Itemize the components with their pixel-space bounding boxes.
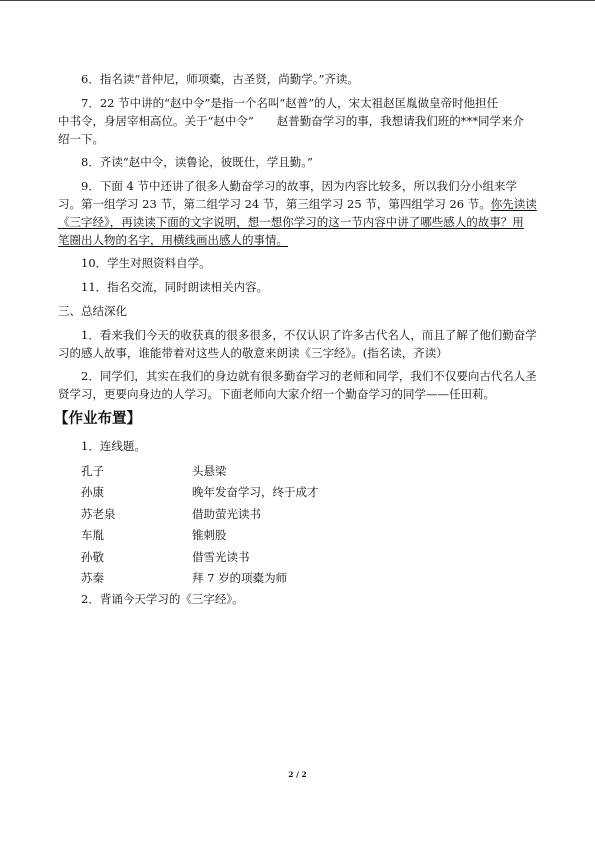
item-7 [58, 94, 541, 148]
document-body [54, 70, 541, 614]
section-3-paragraph-2: 2．同学们，其实在我们的身边就有很多勤奋学习的老师和同学，我们不仅要向古代名人圣贤学习，更要向身边的人学习。下面老师向大家介绍一个勤奋学习的同学——任田莉。 [58, 369, 537, 401]
homework-heading: 【作业布置】 [54, 411, 141, 427]
item-8: 8．齐读“赵中令，读鲁论，彼既仕，学且勤。” [81, 155, 313, 169]
item-9-line-2 [58, 195, 541, 213]
match-left-item: 车胤 [81, 528, 104, 543]
match-right-item: 拜 7 岁的项橐为师 [192, 571, 288, 586]
match-left-item: 孙敬 [81, 549, 104, 564]
item-9-underlined-text: 你先读读 [490, 197, 537, 211]
page-number: 2 / 2 [288, 770, 307, 779]
item-9 [58, 177, 541, 249]
item-9-plain-text: 习。第一组学习 23 节，第二组学习 24 节，第三组学习 25 节，第四组学习 26 节。 [58, 197, 491, 211]
match-row [58, 460, 541, 482]
match-row [58, 503, 541, 525]
match-left-item: 苏老泉 [81, 506, 116, 521]
match-right-item: 锥刺股 [192, 528, 227, 543]
match-left-item: 孔子 [81, 463, 104, 478]
item-9-line-3: 《三字经》，再读读下面的文字说明，想一想你学习的这一节内容中讲了哪些感人的故事？用 [58, 215, 524, 229]
item-7-line-3: 绍一下。 [58, 132, 104, 146]
match-left-item: 苏秦 [81, 571, 104, 586]
item-6: 6．指名读“昔仲尼，师项橐，古圣贤，尚勤学。”齐读。 [81, 72, 359, 86]
match-row [58, 568, 541, 590]
item-9-line-4 [58, 231, 541, 249]
match-right-item: 头悬梁 [192, 463, 227, 478]
item-9-underlined-end: 笔圈出人物的名字，用横线画出感人的事情。 [58, 233, 288, 247]
match-right-item: 晚年发奋学习，终于成才 [192, 485, 319, 500]
match-row [58, 525, 541, 547]
match-row [58, 482, 541, 504]
homework-question-2: 2．背诵今天学习的《三字经》。 [81, 592, 244, 606]
match-right-item: 借雪光读书 [192, 549, 250, 564]
match-row [58, 546, 541, 568]
item-7-line-2: 中书令，身居宰相高位。关于“赵中令” 赵普勤奋学习的事，我想请我们班的***同学来介 [58, 114, 525, 128]
section-3-title: 三、总结深化 [58, 304, 127, 318]
page-top-border [0, 0, 595, 1]
matching-exercise [58, 460, 541, 589]
item-11: 11．指名交流，同时朗读相关内容。 [81, 280, 269, 294]
match-left-item: 孙康 [81, 485, 104, 500]
item-9-line-1: 9．下面 4 节中还讲了很多人勤奋学习的故事，因为内容比较多，所以我们分小组来学 [81, 179, 517, 193]
item-10: 10．学生对照资料自学。 [81, 256, 211, 270]
match-right-item: 借助萤光读书 [192, 506, 261, 521]
section-3-paragraph-1: 1．看来我们今天的收获真的很多很多，不仅认识了许多古代名人，而且了解了他们勤奋学习的感人故事，谁能带着对这些人的敬意来朗读《三字经》。(指名读，齐读） [58, 328, 537, 360]
homework-question-1: 1．连线题。 [81, 439, 146, 453]
item-7-line-1: 7．22 节中讲的“赵中令”是指一个名叫“赵普”的人，宋太祖赵匡胤做皇帝时他担任 [81, 96, 499, 110]
